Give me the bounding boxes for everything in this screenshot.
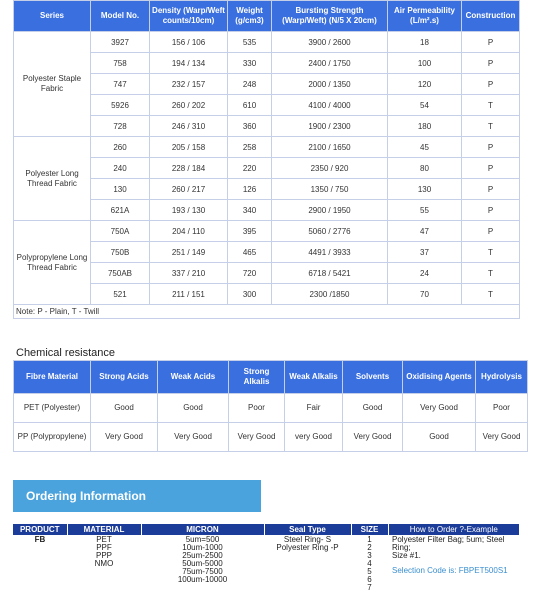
chem-header-row — [14, 361, 528, 394]
construction-cell: P — [462, 32, 520, 53]
fabric-spec-table — [13, 0, 520, 319]
air-cell: 47 — [388, 221, 462, 242]
chem-header-hydrolysis: Hydrolysis — [476, 361, 528, 394]
model-cell: 758 — [91, 53, 150, 74]
product-code: FB — [34, 535, 46, 544]
density-cell: 211 / 151 — [150, 284, 228, 305]
model-cell: 240 — [91, 158, 150, 179]
order-header-micron: MICRON — [141, 524, 264, 535]
material-item: PPP — [95, 551, 112, 560]
weight-cell: 720 — [228, 263, 272, 284]
weight-cell: 330 — [228, 53, 272, 74]
rating-cell: Very Good — [403, 394, 476, 423]
density-cell: 194 / 134 — [150, 53, 228, 74]
construction-cell: P — [462, 137, 520, 158]
note-row — [14, 305, 520, 319]
weight-cell: 220 — [228, 158, 272, 179]
micron-item: 100um-10000 — [177, 575, 228, 584]
rating-cell: Good — [158, 394, 229, 423]
rating-cell: Poor — [229, 394, 285, 423]
rating-cell: Very Good — [343, 423, 403, 452]
rating-cell: Good — [343, 394, 403, 423]
bursting-cell: 2000 / 1350 — [272, 74, 388, 95]
density-cell: 232 / 157 — [150, 74, 228, 95]
bursting-cell: 2300 /1850 — [272, 284, 388, 305]
rating-cell: Very Good — [91, 423, 158, 452]
chem-header-solvents: Solvents — [343, 361, 403, 394]
model-cell: 621A — [91, 200, 150, 221]
size-list — [351, 535, 388, 592]
weight-cell: 258 — [228, 137, 272, 158]
ordering-information-title: Ordering Information — [26, 489, 146, 503]
rating-cell: Good — [91, 394, 158, 423]
order-body-row — [13, 535, 519, 592]
example-line: Ring; — [392, 543, 411, 552]
bursting-cell: 4491 / 3933 — [272, 242, 388, 263]
size-item: 4 — [367, 559, 372, 568]
material-item: NMO — [94, 559, 114, 568]
rating-cell: Very Good — [476, 423, 528, 452]
rating-cell: Good — [403, 423, 476, 452]
model-cell: 5926 — [91, 95, 150, 116]
air-cell: 54 — [388, 95, 462, 116]
weight-cell: 340 — [228, 200, 272, 221]
order-header-product: PRODUCT — [13, 524, 67, 535]
spec-header-row — [14, 1, 520, 32]
how-to-order-example — [388, 535, 519, 592]
density-cell: 260 / 202 — [150, 95, 228, 116]
order-header-how-to-order: How to Order ?-Example — [388, 524, 519, 535]
rating-cell: Very Good — [158, 423, 229, 452]
air-cell: 80 — [388, 158, 462, 179]
air-cell: 24 — [388, 263, 462, 284]
micron-item: 5um=500 — [185, 535, 220, 544]
model-cell: 750B — [91, 242, 150, 263]
series-cell: Polyester Staple Fabric — [14, 32, 91, 137]
table-row — [14, 394, 528, 423]
spec-header-weight: Weight (g/cm3) — [228, 1, 272, 32]
selection-code: Selection Code is: FBPET500S1 — [392, 566, 508, 575]
density-cell: 228 / 184 — [150, 158, 228, 179]
size-item: 7 — [367, 583, 372, 592]
spec-note: Note: P - Plain, T - Twill — [14, 305, 520, 319]
construction-cell: P — [462, 200, 520, 221]
spec-header-series: Series — [14, 1, 91, 32]
construction-cell: P — [462, 158, 520, 179]
bursting-cell: 2350 / 920 — [272, 158, 388, 179]
spec-header-air: Air Permeability (L/m².s) — [388, 1, 462, 32]
model-cell: 750AB — [91, 263, 150, 284]
weight-cell: 360 — [228, 116, 272, 137]
weight-cell: 126 — [228, 179, 272, 200]
air-cell: 130 — [388, 179, 462, 200]
model-cell: 130 — [91, 179, 150, 200]
model-cell: 728 — [91, 116, 150, 137]
chemical-resistance-table — [13, 360, 528, 452]
model-cell: 521 — [91, 284, 150, 305]
weight-cell: 248 — [228, 74, 272, 95]
air-cell: 37 — [388, 242, 462, 263]
weight-cell: 610 — [228, 95, 272, 116]
material-item: PET — [96, 535, 112, 544]
weight-cell: 535 — [228, 32, 272, 53]
rating-cell: very Good — [285, 423, 343, 452]
density-cell: 251 / 149 — [150, 242, 228, 263]
density-cell: 204 / 110 — [150, 221, 228, 242]
chem-header-weak-acids: Weak Acids — [158, 361, 229, 394]
model-cell: 260 — [91, 137, 150, 158]
ordering-information-banner — [13, 480, 261, 512]
bursting-cell: 2900 / 1950 — [272, 200, 388, 221]
chem-header-fibre: Fibre Material — [14, 361, 91, 394]
series-cell: Polyester Long Thread Fabric — [14, 137, 91, 221]
model-cell: 747 — [91, 74, 150, 95]
density-cell: 193 / 130 — [150, 200, 228, 221]
example-line: Polyester Filter Bag; 5um; Steel — [392, 535, 505, 544]
air-cell: 100 — [388, 53, 462, 74]
micron-list — [141, 535, 264, 592]
ordering-table — [13, 524, 519, 592]
weight-cell: 465 — [228, 242, 272, 263]
construction-cell: T — [462, 284, 520, 305]
micron-item: 50um-5000 — [182, 559, 223, 568]
table-row — [14, 423, 528, 452]
size-item: 3 — [367, 551, 372, 560]
size-item: 2 — [367, 543, 372, 552]
bursting-cell: 3900 / 2600 — [272, 32, 388, 53]
construction-cell: T — [462, 263, 520, 284]
model-cell: 3927 — [91, 32, 150, 53]
size-item: 5 — [367, 567, 372, 576]
air-cell: 180 — [388, 116, 462, 137]
bursting-cell: 4100 / 4000 — [272, 95, 388, 116]
table-row — [14, 32, 520, 53]
construction-cell: T — [462, 116, 520, 137]
model-cell: 750A — [91, 221, 150, 242]
construction-cell: P — [462, 221, 520, 242]
construction-cell: T — [462, 95, 520, 116]
size-item: 1 — [367, 535, 372, 544]
density-cell: 246 / 310 — [150, 116, 228, 137]
spec-header-model: Model No. — [91, 1, 150, 32]
fibre-cell: PP (Polypropylene) — [14, 423, 91, 452]
bursting-cell: 1900 / 2300 — [272, 116, 388, 137]
order-header-material: MATERIAL — [67, 524, 141, 535]
bursting-cell: 2100 / 1650 — [272, 137, 388, 158]
weight-cell: 395 — [228, 221, 272, 242]
bursting-cell: 2400 / 1750 — [272, 53, 388, 74]
series-cell: Polypropylene Long Thread Fabric — [14, 221, 91, 305]
seal-type-item: Polyester Ring -P — [276, 543, 339, 552]
density-cell: 260 / 217 — [150, 179, 228, 200]
chemical-resistance-title: Chemical resistance — [16, 347, 116, 359]
chem-header-strong-alkalis: Strong Alkalis — [229, 361, 285, 394]
chem-header-oxidising: Oxidising Agents — [403, 361, 476, 394]
micron-item: 75um-7500 — [182, 567, 223, 576]
seal-type-list — [264, 535, 351, 592]
order-header-row — [13, 524, 519, 535]
size-item: 6 — [367, 575, 372, 584]
chem-header-strong-acids: Strong Acids — [91, 361, 158, 394]
seal-type-item: Steel Ring- S — [283, 535, 332, 544]
micron-item: 25um-2500 — [182, 551, 223, 560]
chem-header-weak-alkalis: Weak Alkalis — [285, 361, 343, 394]
material-item: PPF — [96, 543, 112, 552]
air-cell: 45 — [388, 137, 462, 158]
construction-cell: P — [462, 179, 520, 200]
air-cell: 120 — [388, 74, 462, 95]
construction-cell: P — [462, 53, 520, 74]
table-row — [14, 221, 520, 242]
spec-header-bursting: Bursting Strength (Warp/Weft) (N/5 X 20cm) — [272, 1, 388, 32]
air-cell: 18 — [388, 32, 462, 53]
table-row — [14, 137, 520, 158]
construction-cell: T — [462, 242, 520, 263]
rating-cell: Very Good — [229, 423, 285, 452]
order-header-seal-type: Seal Type — [264, 524, 351, 535]
density-cell: 205 / 158 — [150, 137, 228, 158]
weight-cell: 300 — [228, 284, 272, 305]
material-list — [67, 535, 141, 592]
spec-header-density: Density (Warp/Weft counts/10cm) — [150, 1, 228, 32]
construction-cell: P — [462, 74, 520, 95]
bursting-cell: 5060 / 2776 — [272, 221, 388, 242]
rating-cell: Fair — [285, 394, 343, 423]
example-line: Size #1. — [392, 551, 421, 560]
spec-header-construction: Construction — [462, 1, 520, 32]
order-header-size: SIZE — [351, 524, 388, 535]
micron-item: 10um-1000 — [182, 543, 223, 552]
fibre-cell: PET (Polyester) — [14, 394, 91, 423]
bursting-cell: 6718 / 5421 — [272, 263, 388, 284]
air-cell: 70 — [388, 284, 462, 305]
bursting-cell: 1350 / 750 — [272, 179, 388, 200]
density-cell: 337 / 210 — [150, 263, 228, 284]
air-cell: 55 — [388, 200, 462, 221]
rating-cell: Poor — [476, 394, 528, 423]
density-cell: 156 / 106 — [150, 32, 228, 53]
